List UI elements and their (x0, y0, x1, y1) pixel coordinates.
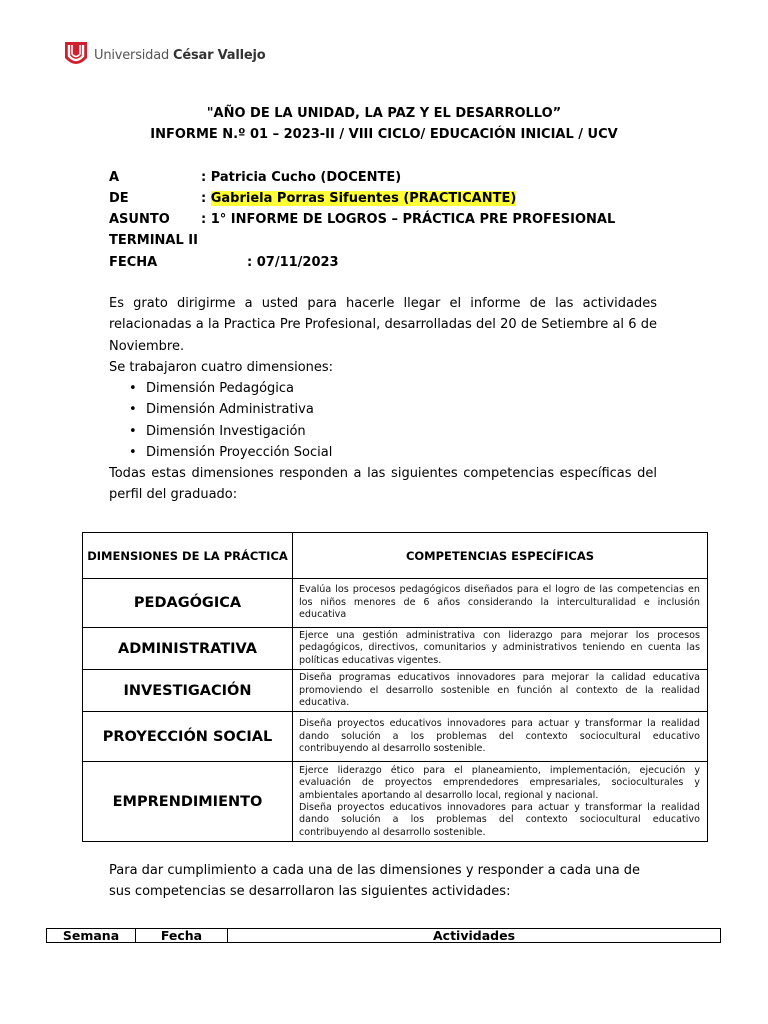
dimension-cell: EMPRENDIMIENTO (83, 762, 293, 842)
table-row (83, 712, 708, 762)
logo-wordmark: Universidad César Vallejo (94, 47, 266, 63)
competency-cell: Diseña proyectos educativos innovadores para actuar y transformar la realidad dando solución a los problemas del contexto sociocultural educativo contribuyendo al desarrollo sostenible. (293, 712, 708, 762)
ucv-shield-icon (64, 40, 88, 70)
table-row (83, 628, 708, 670)
dimension-cell: PROYECCIÓN SOCIAL (83, 712, 293, 762)
subject-value: : 1° INFORME DE LOGROS – PRÁCTICA PRE PROFESIONAL (201, 212, 616, 227)
table-row (83, 579, 708, 628)
competency-text: Diseña proyectos educativos innovadores para actuar y transformar la realidad dando solución a los problemas del contexto sociocultural educativo contribuyendo al desarrollo sostenible. (299, 801, 700, 838)
table-header-row (47, 929, 721, 943)
closing-paragraph: Para dar cumplimiento a cada una de las dimensiones y responder a cada una de sus competencias se desarrollaron las siguientes actividades: (109, 863, 641, 900)
date-value: : 07/11/2023 (247, 255, 339, 270)
from-label: DE (109, 191, 129, 206)
competency-cell (293, 762, 708, 842)
header-dimensions: DIMENSIONES DE LA PRÁCTICA (83, 533, 293, 579)
activities-table (46, 928, 721, 943)
report-title: INFORME N.º 01 – 2023-II / VIII CICLO/ EDUCACIÓN INICIAL / UCV (150, 127, 618, 142)
intro-paragraph: Es grato dirigirme a usted para hacerle llegar el informe de las actividades relacionadas a la Practica Pre Profesional, desarrolladas del 20 de Setiembre al 6 de Noviembre. (109, 296, 657, 354)
document-motto: "AÑO DE LA UNIDAD, LA PAZ Y EL DESARROLLO” (206, 106, 562, 121)
header-activities: Actividades (228, 929, 721, 943)
dimension-cell: PEDAGÓGICA (83, 579, 293, 628)
list-item: • Dimensión Investigación (129, 421, 332, 442)
competency-cell: Evalúa los procesos pedagógicos diseñados para el logro de las competencias en los niños menores de 6 años considerando la interculturalidad e inclusión educativa (293, 579, 708, 628)
list-item: • Dimensión Administrativa (129, 399, 332, 420)
list-item: • Dimensión Pedagógica (129, 378, 332, 399)
university-logo (64, 40, 265, 70)
header-competencies: COMPETENCIAS ESPECÍFICAS (293, 533, 708, 579)
competency-cell: Diseña programas educativos innovadores para mejorar la calidad educativa promoviendo el desarrollo sostenible en función al contexto de la realidad educativa. (293, 670, 708, 712)
from-name-highlight: Gabriela Porras Sifuentes (PRACTICANTE) (210, 191, 517, 206)
table-row (83, 670, 708, 712)
to-label: A (109, 170, 120, 185)
dimensions-list (129, 378, 332, 464)
to-value: : Patricia Cucho (DOCENTE) (201, 170, 402, 185)
competency-text: Ejerce liderazgo ético para el planeamiento, implementación, ejecución y evaluación de proyectos emprendedores empresariales, socioculturales y ambientales aportando al desarrollo local, regional y nacional. (299, 764, 700, 801)
competencies-table (82, 532, 708, 842)
competency-cell: Ejerce una gestión administrativa con liderazgo para mejorar los procesos pedagógicos, directivos, comunitarios y administrativos teniendo en cuenta las políticas educativas vigentes. (293, 628, 708, 670)
subject-label: ASUNTO (109, 212, 170, 227)
subject-continuation: TERMINAL II (109, 233, 198, 248)
table-header-row (83, 533, 708, 579)
dimensions-intro: Se trabajaron cuatro dimensiones: (109, 360, 334, 375)
header-date: Fecha (136, 929, 228, 943)
list-item: • Dimensión Proyección Social (129, 442, 332, 463)
dimension-cell: ADMINISTRATIVA (83, 628, 293, 670)
table-row (83, 762, 708, 842)
dimension-cell: INVESTIGACIÓN (83, 670, 293, 712)
date-label: FECHA (109, 255, 158, 270)
from-value: : Gabriela Porras Sifuentes (PRACTICANTE) (201, 191, 517, 206)
competencies-intro: Todas estas dimensiones responden a las siguientes competencias específicas del perfil del graduado: (109, 466, 657, 503)
header-week: Semana (47, 929, 136, 943)
